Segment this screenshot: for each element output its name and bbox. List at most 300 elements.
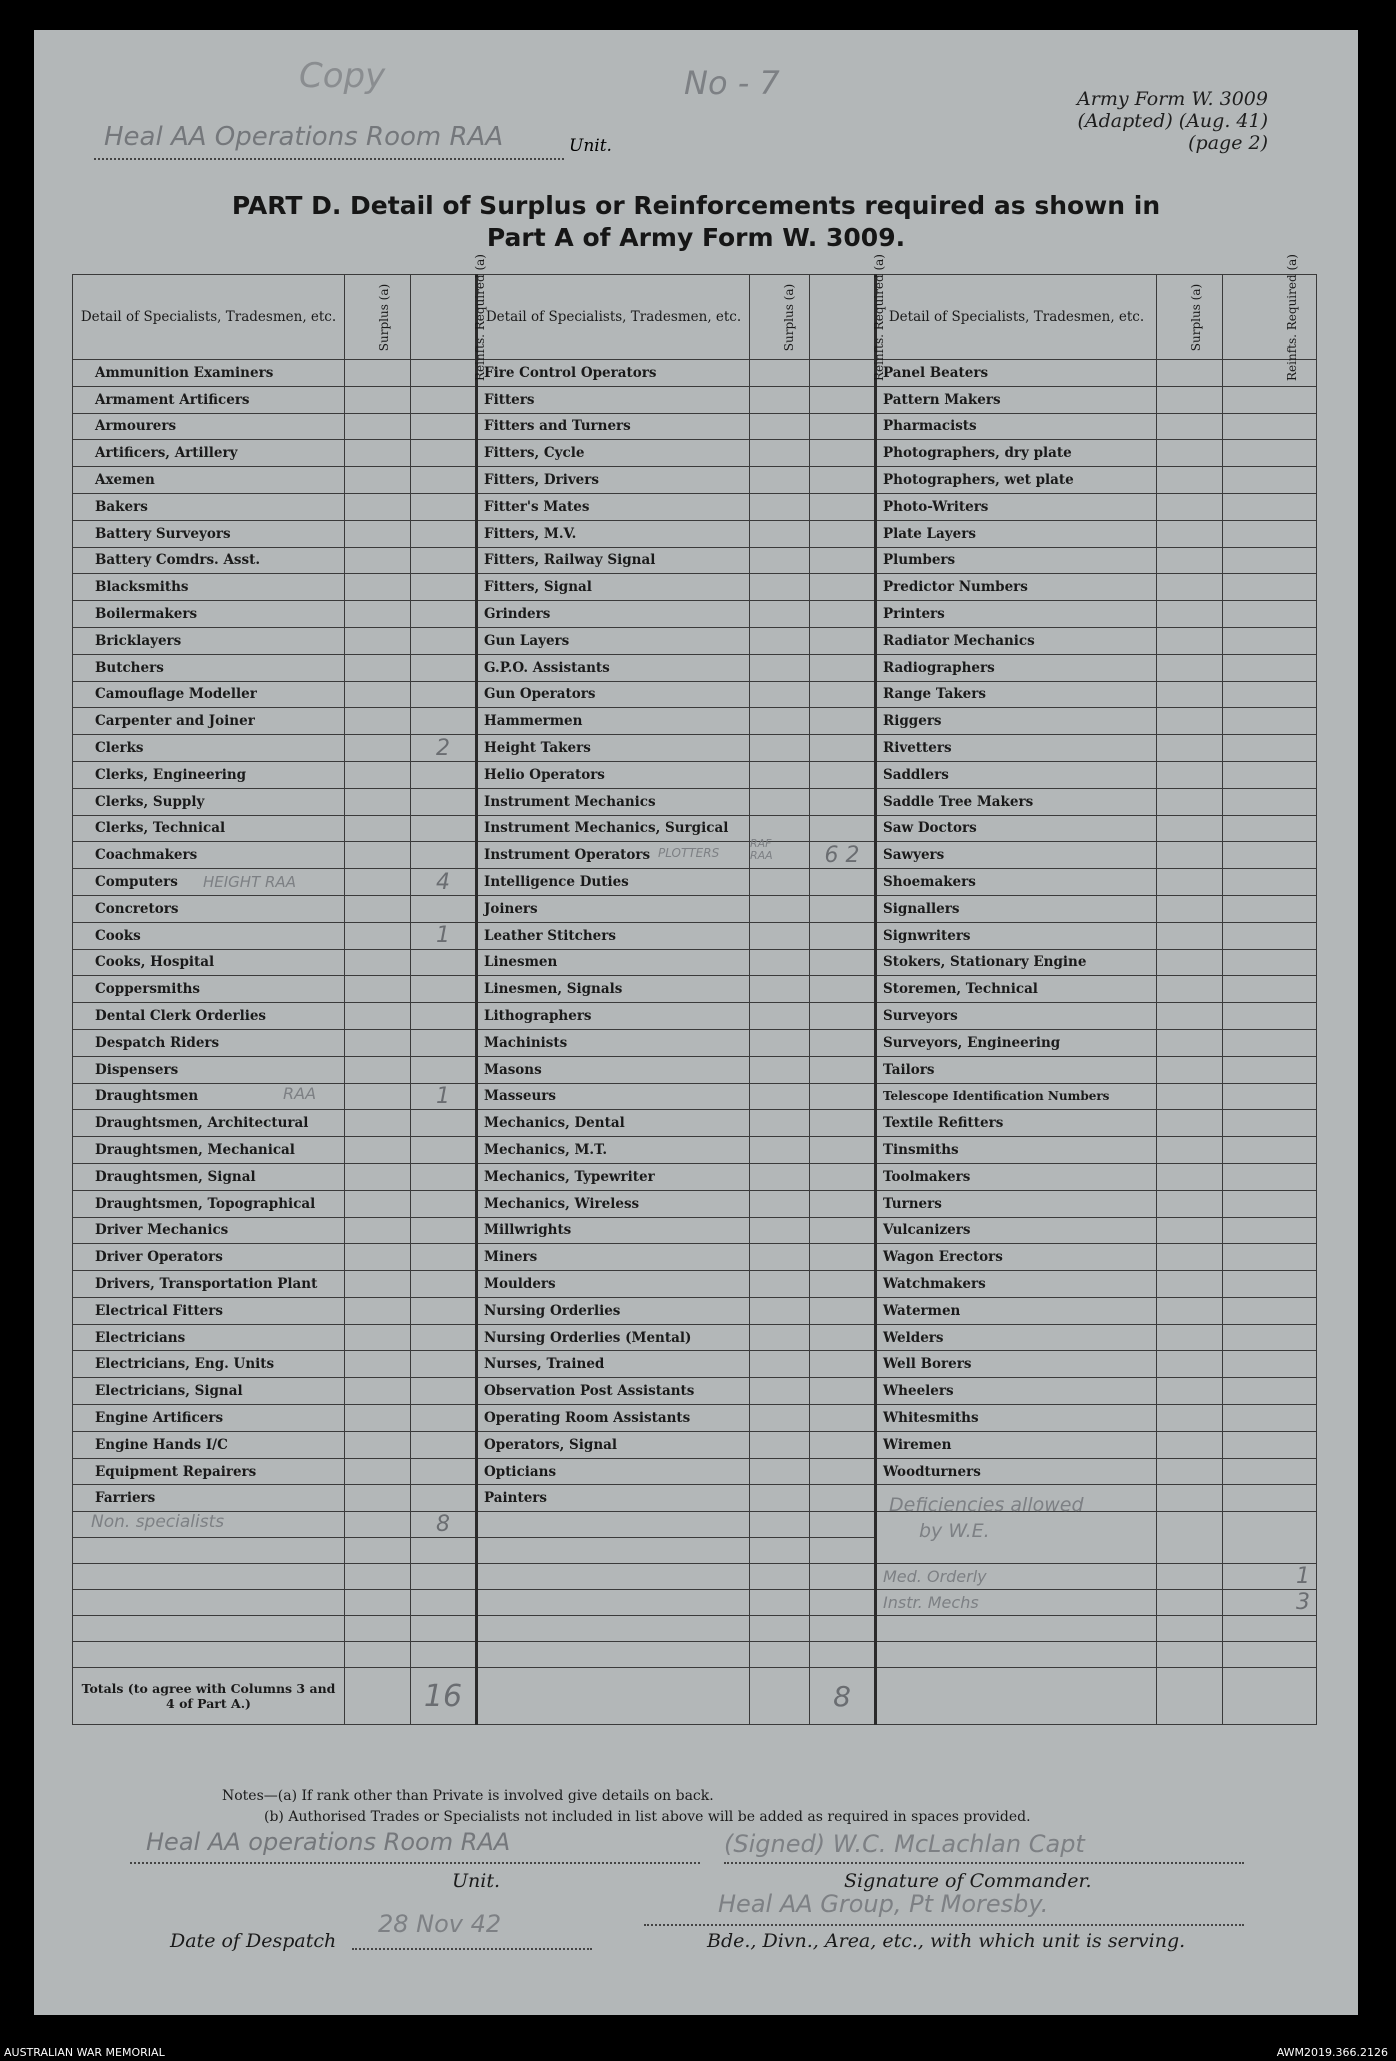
- surplus-cell: [345, 520, 411, 547]
- surplus-cell: [1157, 386, 1223, 413]
- surplus-cell: [750, 761, 810, 788]
- trade-name: Clerks, Supply: [73, 788, 345, 815]
- trade-name: Toolmakers: [876, 1163, 1157, 1190]
- trade-name: Fitters, Railway Signal: [477, 547, 750, 574]
- trade-name: Mechanics, Dental: [477, 1110, 750, 1137]
- surplus-cell: [750, 976, 810, 1003]
- trade-name: Armament Artificers: [73, 386, 345, 413]
- surplus-cell: [345, 574, 411, 601]
- surplus-cell: [750, 493, 810, 520]
- reinfts-cell: [411, 761, 477, 788]
- reinfts-cell: [1223, 976, 1317, 1003]
- unit-field-footer: [130, 1828, 700, 1864]
- surplus-cell: [750, 1405, 810, 1432]
- surplus-cell: [1157, 869, 1223, 896]
- surplus-cell: [345, 1056, 411, 1083]
- reinfts-cell: [411, 1485, 477, 1512]
- surplus-cell: [345, 601, 411, 628]
- table-row: [73, 1163, 1317, 1190]
- surplus-cell: [1157, 708, 1223, 735]
- table-row: [73, 1324, 1317, 1351]
- surplus-cell: [750, 1029, 810, 1056]
- surplus-cell: [750, 1217, 810, 1244]
- table-row: [73, 1378, 1317, 1405]
- reinfts-cell: [1223, 681, 1317, 708]
- trade-name: Opticians: [477, 1458, 750, 1485]
- surplus-cell: [345, 1217, 411, 1244]
- surplus-cell: [750, 1083, 810, 1110]
- reinfts-cell: [411, 1217, 477, 1244]
- reinfts-cell: [810, 1003, 876, 1030]
- surplus-cell: [750, 1297, 810, 1324]
- surplus-cell: [1157, 601, 1223, 628]
- surplus-cell: [345, 1271, 411, 1298]
- trade-name: Mechanics, Wireless: [477, 1190, 750, 1217]
- surplus-cell: [750, 360, 810, 387]
- table-row: [73, 601, 1317, 628]
- table-row: [73, 1083, 1317, 1110]
- surplus-header: Surplus (a): [750, 275, 810, 360]
- extra-trade-1: Med. Orderly: [876, 1564, 1157, 1590]
- surplus-cell: [1157, 1003, 1223, 1030]
- reinfts-cell: [1223, 520, 1317, 547]
- draughtsmen-annotation: RAA: [283, 1083, 317, 1103]
- reinfts-cell: [411, 1137, 477, 1164]
- trade-name: Operating Room Assistants: [477, 1405, 750, 1432]
- reinfts-cell: [1223, 761, 1317, 788]
- surplus-cell: [1157, 1029, 1223, 1056]
- table-row: [73, 842, 1317, 869]
- table-row: [73, 547, 1317, 574]
- trade-name: Radiographers: [876, 654, 1157, 681]
- trade-name: Moulders: [477, 1271, 750, 1298]
- reinfts-cell: [1223, 627, 1317, 654]
- surplus-cell: [750, 895, 810, 922]
- unit-label-footer: Unit.: [452, 1870, 501, 1892]
- reinfts-cell: [411, 1056, 477, 1083]
- surplus-cell: [345, 1083, 411, 1110]
- reinfts-cell: [810, 386, 876, 413]
- trade-name: Gun Operators: [477, 681, 750, 708]
- trade-name: Photographers, wet plate: [876, 467, 1157, 494]
- reinfts-cell: [1223, 1378, 1317, 1405]
- trade-name: Fire Control Operators: [477, 360, 750, 387]
- trade-name: Draughtsmen, Architectural: [73, 1110, 345, 1137]
- reinfts-cell: [810, 493, 876, 520]
- trade-name: Nurses, Trained: [477, 1351, 750, 1378]
- reinfts-cell: [1223, 1110, 1317, 1137]
- serving-area-value: Heal AA Group, Pt Moresby.: [718, 1890, 1049, 1918]
- trade-name: Photographers, dry plate: [876, 440, 1157, 467]
- reinfts-cell: [1223, 360, 1317, 387]
- archive-id: AWM2019.366.2126: [1276, 2046, 1388, 2059]
- surplus-cell: [1157, 1458, 1223, 1485]
- reinfts-cell: [1223, 949, 1317, 976]
- trade-name: Coppersmiths: [73, 976, 345, 1003]
- trade-name: Electricians, Eng. Units: [73, 1351, 345, 1378]
- surplus-cell: [345, 1003, 411, 1030]
- reinfts-cell: [411, 467, 477, 494]
- surplus-cell: [345, 1485, 411, 1512]
- reinfts-cell: [1223, 493, 1317, 520]
- table-row: [73, 1003, 1317, 1030]
- reinfts-cell: [411, 1163, 477, 1190]
- trade-name: Operators, Signal: [477, 1431, 750, 1458]
- table-row: [73, 493, 1317, 520]
- reinfts-header: Reinfts. Required (a): [411, 275, 477, 360]
- reinfts-cell: [810, 1431, 876, 1458]
- reinfts-cell: [411, 413, 477, 440]
- reinfts-cell: [810, 1190, 876, 1217]
- surplus-cell: [1157, 1083, 1223, 1110]
- surplus-cell: [750, 1110, 810, 1137]
- reinfts-cell: 1: [411, 1083, 477, 1110]
- surplus-cell: [345, 1110, 411, 1137]
- trade-name: Drivers, Transportation Plant: [73, 1271, 345, 1298]
- surplus-cell: [345, 1378, 411, 1405]
- reinfts-cell: [810, 547, 876, 574]
- trade-name: Blacksmiths: [73, 574, 345, 601]
- reinfts-cell: [810, 1485, 876, 1512]
- trade-name: Wheelers: [876, 1378, 1157, 1405]
- surplus-cell: [1157, 1271, 1223, 1298]
- reinfts-cell: [1223, 1297, 1317, 1324]
- reinfts-cell: [1223, 574, 1317, 601]
- reinfts-cell: [1223, 440, 1317, 467]
- reinfts-cell: [411, 815, 477, 842]
- reinfts-cell: [411, 708, 477, 735]
- reinfts-cell: [810, 922, 876, 949]
- unit-field: [94, 122, 564, 160]
- note-a: Notes—(a) If rank other than Private is involved give details on back.: [222, 1788, 714, 1804]
- reinfts-cell: [810, 708, 876, 735]
- trade-name: Signwriters: [876, 922, 1157, 949]
- reinfts-cell: [1223, 386, 1317, 413]
- table-row: [73, 1431, 1317, 1458]
- trade-name: Driver Mechanics: [73, 1217, 345, 1244]
- table-row: [73, 1485, 1317, 1512]
- handwritten-copy-mark: Copy: [299, 56, 386, 96]
- trade-name: Fitter's Mates: [477, 493, 750, 520]
- trade-name: Butchers: [73, 654, 345, 681]
- reinfts-header: Reinfts. Required (a): [810, 275, 876, 360]
- surplus-cell: [750, 1378, 810, 1405]
- surplus-cell: [345, 922, 411, 949]
- table-row: [73, 1110, 1317, 1137]
- reinfts-cell: [411, 601, 477, 628]
- reinfts-cell: 1: [411, 922, 477, 949]
- trade-name: Shoemakers: [876, 869, 1157, 896]
- blank-row: [73, 1512, 1317, 1538]
- trade-name: Instrument Mechanics, Surgical: [477, 815, 750, 842]
- reinfts-cell: [1223, 413, 1317, 440]
- reinfts-cell: [1223, 1217, 1317, 1244]
- surplus-cell: [345, 1029, 411, 1056]
- extra-trade-1-value: 1: [1223, 1564, 1317, 1590]
- trade-name: Tailors: [876, 1056, 1157, 1083]
- trade-name: Woodturners: [876, 1458, 1157, 1485]
- surplus-cell: [750, 1003, 810, 1030]
- unit-label: Unit.: [569, 136, 612, 156]
- signature-line: [724, 1828, 1244, 1864]
- reinfts-cell: [411, 627, 477, 654]
- trade-name: Wiremen: [876, 1431, 1157, 1458]
- trade-name: Electricians: [73, 1324, 345, 1351]
- table-row: [73, 708, 1317, 735]
- trade-name: Saw Doctors: [876, 815, 1157, 842]
- surplus-cell: [1157, 520, 1223, 547]
- trade-name: Storemen, Technical: [876, 976, 1157, 1003]
- surplus-cell: [1157, 949, 1223, 976]
- trade-name: Nursing Orderlies (Mental): [477, 1324, 750, 1351]
- trade-name: Turners: [876, 1190, 1157, 1217]
- surplus-cell: [750, 1190, 810, 1217]
- surplus-cell: [1157, 1378, 1223, 1405]
- surplus-cell: [1157, 1297, 1223, 1324]
- trade-name: Clerks, Technical: [73, 815, 345, 842]
- reinfts-cell: [411, 1405, 477, 1432]
- reinfts-cell: [810, 976, 876, 1003]
- surplus-cell: [345, 735, 411, 762]
- reinfts-cell: [1223, 467, 1317, 494]
- trade-name: Coachmakers: [73, 842, 345, 869]
- despatch-label: Date of Despatch: [170, 1930, 337, 1952]
- reinfts-cell: [411, 949, 477, 976]
- trade-name: Armourers: [73, 413, 345, 440]
- despatch-field: [352, 1910, 592, 1950]
- reinfts-cell: [810, 788, 876, 815]
- surplus-cell: [345, 547, 411, 574]
- trade-name: Engine Hands I/C: [73, 1431, 345, 1458]
- trade-name: Well Borers: [876, 1351, 1157, 1378]
- reinfts-cell: [810, 627, 876, 654]
- surplus-cell: [1157, 1405, 1223, 1432]
- reinfts-cell: [810, 681, 876, 708]
- reinfts-cell: [810, 360, 876, 387]
- trade-name: Surveyors, Engineering: [876, 1029, 1157, 1056]
- surplus-cell: [345, 627, 411, 654]
- surplus-cell: [750, 1458, 810, 1485]
- reinfts-cell: [810, 1378, 876, 1405]
- note-b: (b) Authorised Trades or Specialists not included in list above will be added as required in spaces provided.: [264, 1809, 1031, 1825]
- surplus-cell: [1157, 815, 1223, 842]
- reinfts-cell: [810, 949, 876, 976]
- surplus-cell: [345, 708, 411, 735]
- form-sheet: [34, 30, 1358, 2015]
- reinfts-cell: [411, 493, 477, 520]
- trade-name: Miners: [477, 1244, 750, 1271]
- surplus-cell: [1157, 574, 1223, 601]
- totals-label: Totals (to agree with Columns 3 and 4 of Part A.): [73, 1668, 345, 1725]
- reinfts-cell: [810, 440, 876, 467]
- surplus-cell: [345, 654, 411, 681]
- reinfts-cell: [411, 1003, 477, 1030]
- reinfts-cell: [411, 681, 477, 708]
- trade-name: Draughtsmen, Mechanical: [73, 1137, 345, 1164]
- surplus-cell: [345, 842, 411, 869]
- serving-line: [644, 1896, 1244, 1926]
- trade-name: Draughtsmen RAA: [73, 1083, 345, 1110]
- surplus-cell: [1157, 1110, 1223, 1137]
- extra-trade-2: Instr. Mechs: [876, 1590, 1157, 1616]
- reinfts-cell: [810, 413, 876, 440]
- trade-name: Nursing Orderlies: [477, 1297, 750, 1324]
- reinfts-cell: [1223, 788, 1317, 815]
- reinfts-cell: [411, 788, 477, 815]
- reinfts-cell: [1223, 815, 1317, 842]
- trade-name: Engine Artificers: [73, 1405, 345, 1432]
- trade-name: Concretors: [73, 895, 345, 922]
- trade-name: Observation Post Assistants: [477, 1378, 750, 1405]
- reinfts-cell: [411, 1458, 477, 1485]
- surplus-cell: [750, 654, 810, 681]
- surplus-cell: [750, 520, 810, 547]
- reinfts-cell: [1223, 1029, 1317, 1056]
- reinfts-cell: [1223, 842, 1317, 869]
- surplus-cell: [750, 837, 810, 869]
- table-row: [73, 735, 1317, 762]
- surplus-cell: [1157, 735, 1223, 762]
- table-row: [73, 440, 1317, 467]
- reinfts-cell: [411, 440, 477, 467]
- surplus-cell: [750, 922, 810, 949]
- surplus-cell: [750, 735, 810, 762]
- form-reference: [1077, 88, 1268, 154]
- reinfts-cell: [411, 1378, 477, 1405]
- table-header: [73, 275, 1317, 360]
- surplus-cell: [1157, 1431, 1223, 1458]
- surplus-cell: [750, 1137, 810, 1164]
- surplus-cell: [750, 386, 810, 413]
- instrument-units-annotation: RAF RAA: [750, 837, 773, 863]
- surplus-cell: [345, 1297, 411, 1324]
- trade-name: Electricians, Signal: [73, 1378, 345, 1405]
- reinfts-cell: [411, 1029, 477, 1056]
- trade-name: Artificers, Artillery: [73, 440, 345, 467]
- reinfts-cell: [810, 654, 876, 681]
- surplus-cell: [345, 1137, 411, 1164]
- surplus-cell: [345, 386, 411, 413]
- table-row: [73, 360, 1317, 387]
- form-ref-line3: (page 2): [1188, 132, 1268, 154]
- detail-header: Detail of Specialists, Tradesmen, etc.: [477, 275, 750, 360]
- surplus-cell: [1157, 1056, 1223, 1083]
- surplus-cell: [1157, 842, 1223, 869]
- despatch-value: 28 Nov 42: [378, 1910, 502, 1938]
- trade-name: Helio Operators: [477, 761, 750, 788]
- reinfts-cell: [1223, 895, 1317, 922]
- surplus-cell: [750, 627, 810, 654]
- reinfts-cell: [1223, 1190, 1317, 1217]
- trade-name: Clerks: [73, 735, 345, 762]
- trade-name: Riggers: [876, 708, 1157, 735]
- surplus-cell: [750, 1244, 810, 1271]
- reinfts-cell: [810, 1297, 876, 1324]
- detail-header: Detail of Specialists, Tradesmen, etc.: [73, 275, 345, 360]
- table-row: [73, 1190, 1317, 1217]
- table-row: [73, 761, 1317, 788]
- reinfts-cell: [810, 1056, 876, 1083]
- reinfts-header: Reinfts. Required (a): [1223, 275, 1317, 360]
- surplus-cell: [345, 949, 411, 976]
- reinfts-cell: [1223, 1405, 1317, 1432]
- table-row: [73, 627, 1317, 654]
- signature-label: Signature of Commander.: [844, 1870, 1092, 1892]
- surplus-cell: [750, 708, 810, 735]
- reinfts-cell: [1223, 869, 1317, 896]
- surplus-cell: [345, 788, 411, 815]
- reinfts-cell: [1223, 1324, 1317, 1351]
- surplus-cell: [1157, 627, 1223, 654]
- specialists-table: [72, 254, 1317, 1725]
- table-row: [73, 922, 1317, 949]
- reinfts-cell: [411, 520, 477, 547]
- reinfts-cell: [1223, 1163, 1317, 1190]
- reinfts-cell: [810, 1324, 876, 1351]
- table-row: [73, 1405, 1317, 1432]
- surplus-cell: [345, 467, 411, 494]
- surplus-cell: [345, 360, 411, 387]
- reinfts-cell: [411, 547, 477, 574]
- surplus-cell: [750, 1351, 810, 1378]
- surplus-cell: [345, 493, 411, 520]
- non-specialists-value: 8: [411, 1512, 477, 1538]
- trade-name: Signallers: [876, 895, 1157, 922]
- trade-name: Fitters, Cycle: [477, 440, 750, 467]
- reinfts-cell: [1223, 1137, 1317, 1164]
- surplus-cell: [1157, 413, 1223, 440]
- reinfts-cell: [1223, 1083, 1317, 1110]
- trade-name: Telescope Identification Numbers: [876, 1083, 1157, 1110]
- trade-name: Wagon Erectors: [876, 1244, 1157, 1271]
- table-row: [73, 869, 1317, 896]
- table-row: [73, 895, 1317, 922]
- reinfts-cell: [810, 869, 876, 896]
- reinfts-cell: [1223, 735, 1317, 762]
- trade-name: Saddlers: [876, 761, 1157, 788]
- table-row: [73, 654, 1317, 681]
- reinfts-cell: [810, 1271, 876, 1298]
- trade-name: Painters: [477, 1485, 750, 1512]
- surplus-cell: [1157, 493, 1223, 520]
- surplus-cell: [345, 761, 411, 788]
- table-row: [73, 1244, 1317, 1271]
- reinfts-cell: [810, 601, 876, 628]
- surplus-cell: [750, 601, 810, 628]
- trade-name: Range Takers: [876, 681, 1157, 708]
- table-row: [73, 788, 1317, 815]
- reinfts-cell: [1223, 1056, 1317, 1083]
- trade-name: Fitters, Signal: [477, 574, 750, 601]
- serving-label: Bde., Divn., Area, etc., with which unit is serving.: [707, 1930, 1186, 1952]
- trade-name: Carpenter and Joiner: [73, 708, 345, 735]
- surplus-cell: [345, 895, 411, 922]
- reinfts-cell: [1223, 1458, 1317, 1485]
- surplus-cell: [345, 1190, 411, 1217]
- surplus-cell: [345, 976, 411, 1003]
- surplus-cell: [345, 1244, 411, 1271]
- page-title: [34, 190, 1358, 254]
- table-row: [73, 574, 1317, 601]
- reinfts-cell: [411, 1271, 477, 1298]
- unit-value-footer: Heal AA operations Room RAA: [146, 1828, 511, 1856]
- table-body: [73, 360, 1317, 1512]
- reinfts-cell: [411, 976, 477, 1003]
- trade-name: Battery Surveyors: [73, 520, 345, 547]
- table-row: [73, 815, 1317, 842]
- reinfts-cell: [411, 895, 477, 922]
- reinfts-cell: [411, 1431, 477, 1458]
